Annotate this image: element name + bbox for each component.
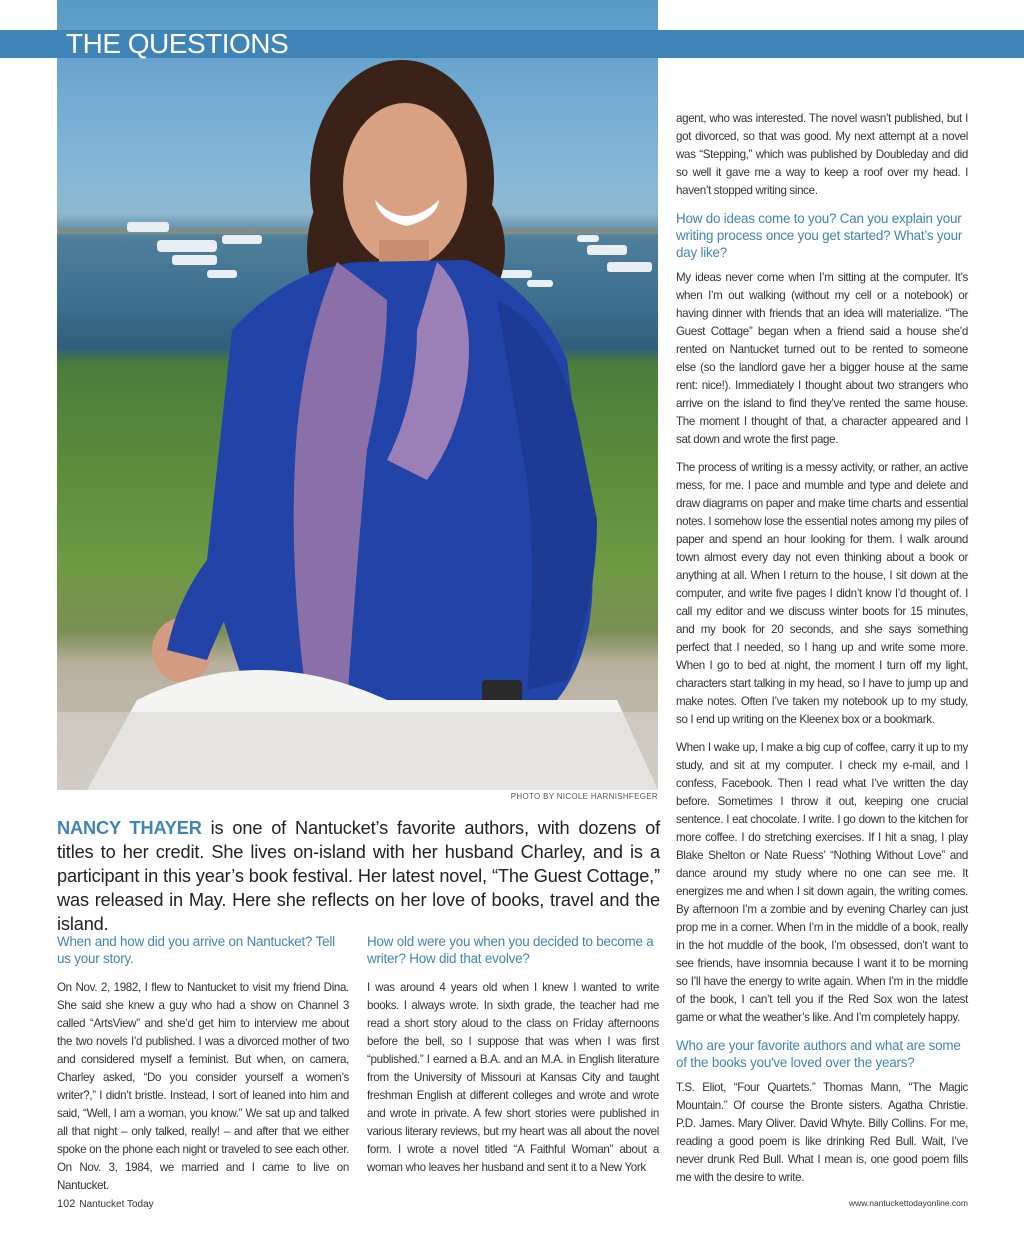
question-heading: How old were you when you decided to become a writer? How did that evolve? xyxy=(367,934,654,966)
page-number: 102 xyxy=(57,1198,76,1210)
intro-text: is one of Nantucket’s favorite authors, with dozens of titles to her credit. She lives on-island with her husband Charley, and is a participant in this year’s book festival. Her latest novel, “The Guest Cottage,” was released in May. Here she reflects on her love of books, travel and the island. xyxy=(57,818,660,934)
question-heading: When and how did you arrive on Nantucket? Tell us your story. xyxy=(57,934,335,966)
website-url: www.nantuckettodayonline.com xyxy=(848,1198,968,1208)
author-photo xyxy=(57,0,658,790)
photo-credit: PHOTO BY NICOLE HARNISHFEGER xyxy=(510,792,658,801)
answer-paragraph: When I wake up, I make a big cup of coffee, carry it up to my study, and sit at my computer. I check my e-mail, and I confess, Facebook. Then I read what I’ve written the day before. Sometimes I throw it out, keeping one crucial sentence. I eat chocolate. I write. I go down to the kitchen for more coffee. I do stretching exercises. If I hit a snag, I play Blake Shelton or Nate Ruess’ “Nothing Without Love” and dance around my study where no one can see me. It energizes me and when I sit down again, the writing comes. By afternoon I’m a zombie and by evening Charley can just prop me in a corner. When I’m in the middle of a book, really in the hot muddle of the book, I’m obsessed, don’t want to see friends, have insomnia because I want it to be morning so I’ll have the energy to write again. When I’m in the middle of the book, I can’t tell you if the Red Sox won the latest game or what the weather’s like. And I’m completely happy. xyxy=(676,741,968,1024)
section-title: THE QUESTIONS xyxy=(66,28,289,59)
question-heading: How do ideas come to you? Can you explain your writing process once you get started? What’s your day like? xyxy=(676,211,963,260)
publication-name: Nantucket Today xyxy=(79,1199,154,1210)
answer-continued: agent, who was interested. The novel wasn’t published, but I got divorced, so that was good. My next attempt at a novel was “Stepping,” which was published by Doubleday and did so well it gave me a way to keep a roof over my head. I haven’t stopped writing since. xyxy=(676,112,968,197)
answer-text: On Nov. 2, 1982, I flew to Nantucket to visit my friend Dina. She said she knew a guy who had a show on Channel 3 called “ArtsView” and she’d get him to interview me about the two novels I’d published. I was a divorced mother of two and considered myself a feminist. But when, on camera, Charley asked, “Do you consider yourself a women’s writer?,” I didn’t bristle. Instead, I sort of leaned into him and said, “Well, I am a woman, you know.” We sat up and talked all that night – only talked, really! – and after that we either spoke on the phone each night or traveled to see each other. On Nov. 3, 1984, we married and I came to live on Nantucket. xyxy=(57,981,349,1192)
column-2 xyxy=(367,933,659,1177)
author-name: NANCY THAYER xyxy=(57,818,202,838)
answer-text: T.S. Eliot, “Four Quartets.” Thomas Mann, “The Magic Mountain.” Of course the Bronte sisters. Agatha Christie. P.D. James. Mary Oliver. David Whyte. Billy Collins. For me, reading a good poem is like drinking Red Bull. Wait, I’ve never drunk Red Bull. What I mean is, one good poem fills me with the desire to write. xyxy=(676,1081,968,1184)
answer-paragraph: My ideas never come when I’m sitting at the computer. It’s when I’m out walking (without my cell or a notebook) or having dinner with friends that an idea will materialize. “The Guest Cottage” began when a friend said a house she’d rented on Nantucket turned out to be rented to someone else (so the landlord gave her a bigger house at the same rent: nice!). Immediately I thought about two strangers who arrive on the island to find they’ve rented the same house. The moment I thought of that, a character appeared and I sat down and wrote the first page. xyxy=(676,271,968,446)
photo-illustration xyxy=(57,0,658,790)
answer-text: I was around 4 years old when I knew I wanted to write books. I always wrote. In sixth grade, the teacher had me read a short story aloud to the class on Friday afternoons before the bell, so I suppose that was when I was first “published.” I earned a B.A. and an M.A. in English literature from the University of Missouri at Kansas City and taught freshman English at different colleges and wrote and wrote and wrote in private. A few short stories were published in various literary reviews, but my heart was all about the novel form. I wrote a novel titled “A Faithful Woman” about a woman who leaves her husband and sent it to a New York xyxy=(367,981,659,1174)
column-1 xyxy=(57,933,349,1195)
column-3 xyxy=(676,110,968,1187)
footer-folio xyxy=(57,1198,154,1210)
answer-paragraph: The process of writing is a messy activity, or rather, an active mess, for me. I pace and mumble and type and delete and draw diagrams on paper and make time charts and essential notes. I somehow lose the essential notes among my piles of paper and spend an hour looking for them. I walk around town almost every day not even thinking about a book or anything at all. When I return to the house, I sit down at the computer, and write five pages I didn’t know I’d thought of. I call my editor and we discuss winter boots for 15 minutes, and my book for 20 seconds, and she says something perfect that I needed, so I hang up and write some more. When I go to bed at night, the moment I turn off my light, characters start talking in my head, so I have to jump up and make notes. Often I’ve taken my notebook up to my study, so I end up writing on the Kleenex box or a bookmark. xyxy=(676,461,968,726)
question-heading: Who are your favorite authors and what are some of the books you've loved over the years? xyxy=(676,1038,961,1070)
intro-paragraph xyxy=(57,816,660,936)
